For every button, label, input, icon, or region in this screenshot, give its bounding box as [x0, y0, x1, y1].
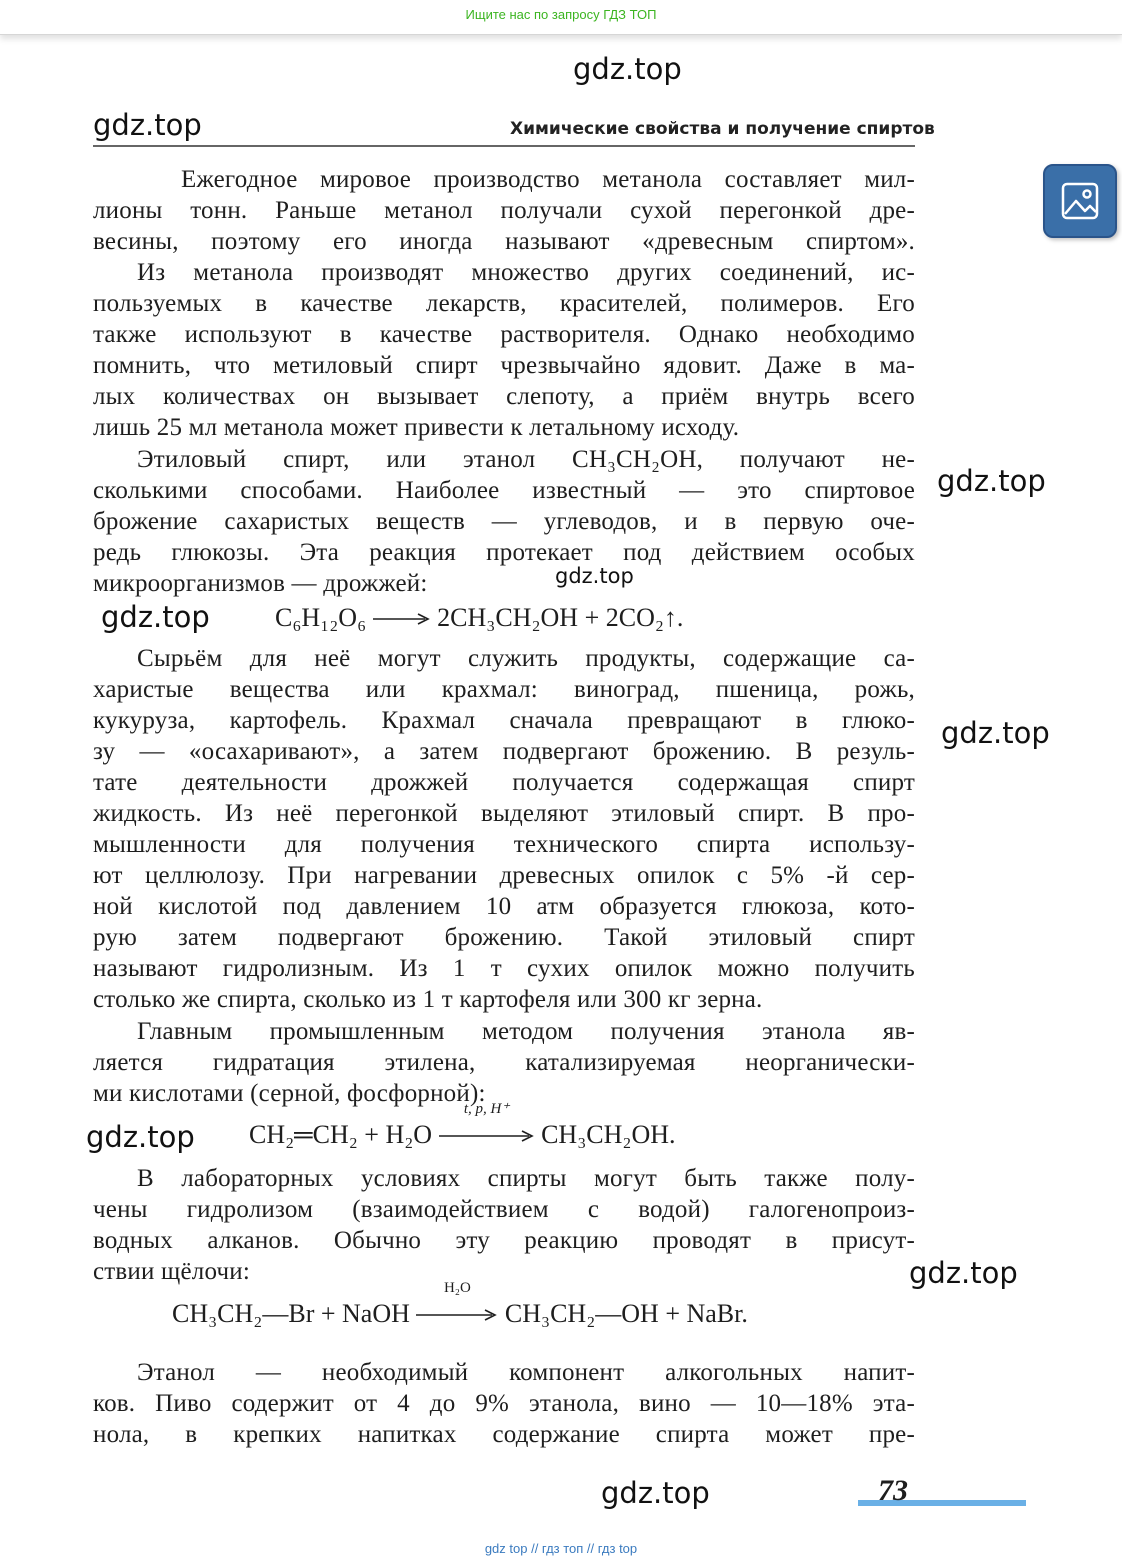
formula-lhs: C₆H₁₂O₆	[275, 603, 367, 632]
text-line: чены гидролизом (взаимодействием с водой) галогенопроиз-	[93, 1196, 915, 1223]
watermark: gdz.top	[941, 716, 1050, 750]
text-line: редь глюкозы. Эта реакция протекает под действием особых	[93, 539, 915, 566]
watermark: gdz.top	[601, 1476, 710, 1510]
text-line: лишь 25 мл метанола может привести к летальному исходу.	[93, 414, 740, 441]
text-line: ков. Пиво содержит от 4 до 9% этанола, вино — 10—18% эта-	[93, 1390, 915, 1417]
text-line: водных алканов. Обычно эту реакцию проводят в присут-	[93, 1227, 915, 1254]
text-line: Главным промышленным методом получения этанола яв-	[137, 1018, 915, 1045]
text-line: кукуруза, картофель. Крахмал сначала превращают в глюко-	[93, 707, 915, 734]
text-line: ляется гидратация этилена, катализируемая неорганически-	[93, 1049, 915, 1076]
text-line: жидкость. Из неё перегонкой выделяют этиловый спирт. В про-	[93, 800, 915, 827]
text-line: тате деятельности дрожжей получается содержащая спирт	[93, 769, 915, 796]
watermark: gdz.top	[101, 600, 210, 634]
header-rule	[93, 145, 915, 147]
formula-rhs: CH₃CH₂OH.	[541, 1120, 676, 1149]
text-line: называют гидролизным. Из 1 т сухих опилок можно получить	[93, 955, 915, 982]
text-line: ствии щёлочи:	[93, 1258, 251, 1285]
text-line: лионы тонн. Раньше метанол получали сухой перегонкой дре-	[93, 197, 915, 224]
text-line: зу — «осахаривают», а затем подвергают брожению. В резуль-	[93, 738, 915, 765]
text-line: ми кислотами (серной, фосфорной):	[93, 1080, 486, 1107]
top-banner	[0, 0, 1122, 35]
image-icon	[1060, 181, 1100, 221]
top-banner-text: Ищите нас по запросу ГДЗ ТОП	[465, 7, 657, 22]
text-line: также используют в качестве растворителя. Однако необходимо	[93, 321, 915, 348]
reaction-arrow	[439, 1101, 535, 1150]
formula-rhs: CH₃CH₂—OH + NaBr.	[504, 1299, 748, 1328]
watermark: gdz.top	[93, 108, 202, 142]
text-line: В лабораторных условиях спирты могут быть также полу-	[137, 1165, 915, 1192]
watermark: gdz.top	[573, 52, 682, 86]
text-line: рую затем подвергают брожению. Такой этиловый спирт	[93, 924, 915, 951]
text-line: нола, в крепких напитках содержание спирта может пре-	[93, 1421, 915, 1448]
reaction-conditions: t, p, H⁺	[463, 1101, 510, 1117]
formula-lhs: CH₃CH₂—Br + NaOH	[172, 1299, 410, 1328]
text-line: Этанол — необходимый компонент алкогольных напит-	[137, 1359, 915, 1386]
text-line: ют целлюлозу. При нагревании древесных опилок с 5% -й сер-	[93, 862, 915, 889]
formula-hydrolysis	[172, 1280, 748, 1329]
formula-rhs: 2CH₃CH₂OH + 2CO₂↑.	[437, 603, 684, 632]
text-line: микроорганизмов — дрожжей:	[93, 570, 428, 597]
watermark: gdz.top	[909, 1256, 1018, 1290]
reaction-conditions: H₂O	[443, 1280, 471, 1296]
text-line: весины, поэтому его иногда называют «древесным спиртом».	[93, 228, 915, 255]
formula-hydration	[249, 1101, 676, 1150]
text-line: Сырьём для неё могут служить продукты, содержащие са-	[137, 645, 915, 672]
running-head: Химические свойства и получение спиртов	[510, 119, 935, 139]
text-line: пользуемых в качестве лекарств, красителей, полимеров. Его	[93, 290, 915, 317]
text-line: Этиловый спирт, или этанол CH₃CH₂OH, получают не-	[137, 446, 915, 473]
reaction-arrow	[373, 602, 431, 633]
formula-lhs: CH₂═CH₂ + H₂O	[249, 1120, 433, 1149]
page-number: 73	[878, 1474, 908, 1507]
reaction-arrow	[416, 1280, 498, 1329]
image-view-button[interactable]	[1043, 164, 1117, 238]
text-line: Ежегодное мировое производство метанола составляет мил-	[181, 166, 915, 193]
text-line: мышленности для получения технического спирта использу-	[93, 831, 915, 858]
text-line: ной кислотой под давлением 10 атм образуется глюкоза, кото-	[93, 893, 915, 920]
text-line: столько же спирта, сколько из 1 т картофеля или 300 кг зерна.	[93, 986, 763, 1013]
watermark: gdz.top	[86, 1120, 195, 1154]
footer-links: gdz top // гдз топ // гдз top	[484, 1541, 638, 1556]
text-line: харистые вещества или крахмал: виноград, пшеница, рожь,	[93, 676, 915, 703]
watermark: gdz.top	[937, 464, 1046, 498]
text-line: Из метанола производят множество других соединений, ис-	[137, 259, 915, 286]
text-line: сколькими способами. Наиболее известный — это спиртовое	[93, 477, 915, 504]
text-line: помнить, что метиловый спирт чрезвычайно ядовит. Даже в ма-	[93, 352, 915, 379]
text-line: лых количествах он вызывает слепоту, а приём внутрь всего	[93, 383, 915, 410]
formula-fermentation	[275, 602, 683, 633]
text-line: брожение сахаристых веществ — углеводов, и в первую оче-	[93, 508, 915, 535]
watermark: gdz.top	[555, 564, 634, 588]
